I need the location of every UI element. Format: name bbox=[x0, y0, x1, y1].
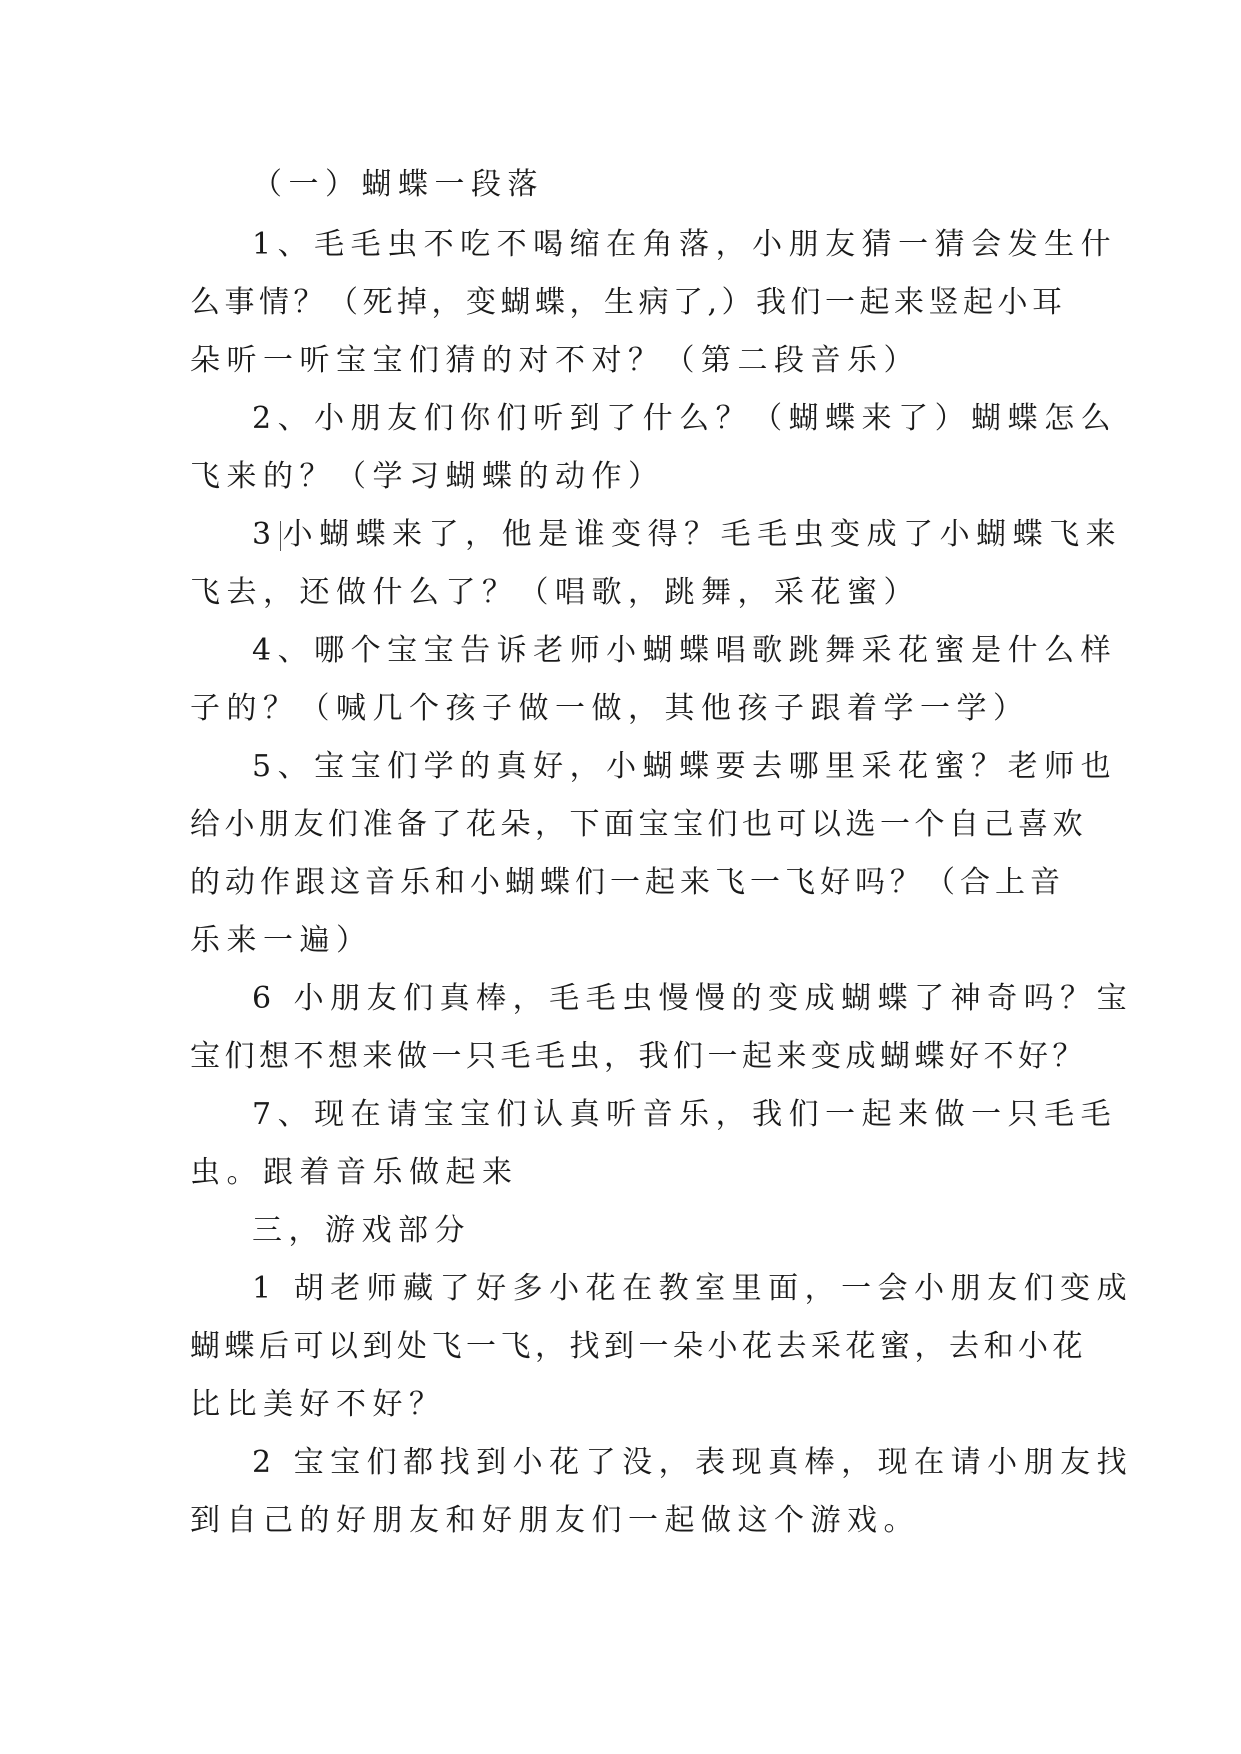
paragraph-line-text: 小蝴蝶来了，他是谁变得？毛毛虫变成了小蝴蝶飞来 bbox=[282, 517, 1123, 552]
paragraph-line: 6 小朋友们真棒，毛毛虫慢慢的变成蝴蝶了神奇吗？宝 bbox=[252, 981, 1134, 1016]
paragraph-line: 2 宝宝们都找到小花了没，表现真棒，现在请小朋友找 bbox=[252, 1445, 1134, 1480]
paragraph-line: 飞来的？（学习蝴蝶的动作） bbox=[190, 459, 665, 494]
paragraph-line: 乐来一遍） bbox=[190, 923, 373, 958]
paragraph-line: 蝴蝶后可以到处飞一飞，找到一朵小花去采花蜜，去和小花 bbox=[190, 1329, 1087, 1364]
paragraph-line: 子的？（喊几个孩子做一做，其他孩子跟着学一学） bbox=[190, 691, 1030, 726]
paragraph-line: 2、小朋友们你们听到了什么？（蝴蝶来了）蝴蝶怎么 bbox=[252, 401, 1118, 436]
paragraph-line: 给小朋友们准备了花朵，下面宝宝们也可以选一个自己喜欢 bbox=[190, 807, 1087, 842]
paragraph-line: 的动作跟这音乐和小蝴蝶们一起来飞一飞好吗？（合上音 bbox=[190, 865, 1065, 900]
paragraph-line: 到自己的好朋友和好朋友们一起做这个游戏。 bbox=[190, 1503, 920, 1538]
paragraph-line: 飞去，还做什么了？（唱歌，跳舞，采花蜜） bbox=[190, 575, 920, 610]
paragraph-line: 5、宝宝们学的真好，小蝴蝶要去哪里采花蜜？老师也 bbox=[252, 749, 1118, 784]
section-heading: 三，游戏部分 bbox=[252, 1213, 471, 1248]
paragraph-line: 1、毛毛虫不吃不喝缩在角落，小朋友猜一猜会发生什 bbox=[252, 227, 1118, 262]
paragraph-line: 朵听一听宝宝们猜的对不对？（第二段音乐） bbox=[190, 343, 920, 378]
section-heading: （一）蝴蝶一段落 bbox=[252, 167, 544, 202]
paragraph-line: 虫。跟着音乐做起来 bbox=[190, 1155, 519, 1190]
paragraph-line: 4、哪个宝宝告诉老师小蝴蝶唱歌跳舞采花蜜是什么样 bbox=[252, 633, 1118, 668]
text-cursor bbox=[280, 521, 281, 551]
paragraph-line: 1 胡老师藏了好多小花在教室里面，一会小朋友们变成 bbox=[252, 1271, 1134, 1306]
paragraph-line: 么事情？（死掉，变蝴蝶，生病了,）我们一起来竖起小耳 bbox=[190, 285, 1067, 320]
paragraph-line: 比比美好不好？ bbox=[190, 1387, 446, 1422]
paragraph-line-3 bbox=[252, 515, 1122, 555]
list-number: 3 bbox=[252, 517, 278, 552]
paragraph-line: 7、现在请宝宝们认真听音乐，我们一起来做一只毛毛 bbox=[252, 1097, 1118, 1132]
paragraph-line: 宝们想不想来做一只毛毛虫，我们一起来变成蝴蝶好不好？ bbox=[190, 1039, 1087, 1074]
